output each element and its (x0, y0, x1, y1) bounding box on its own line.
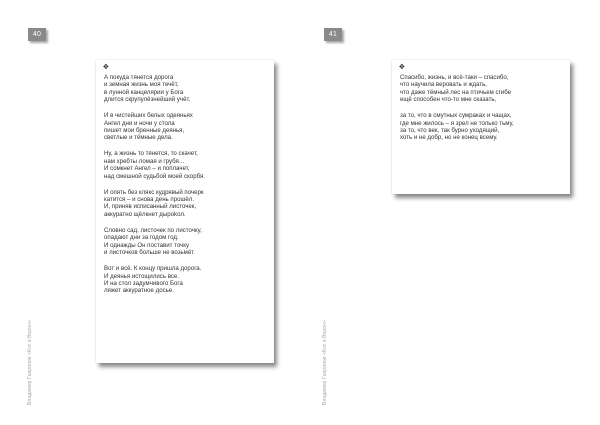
poem-line: опадают дни за годом год. (104, 234, 179, 242)
poem-line: И сомкнет Ангел – и поплачет, (104, 165, 190, 173)
poem-text-left (104, 74, 270, 303)
poem-line: И, приняв исписанный листочек, (104, 203, 197, 211)
poem-line: И в чистейших белых одеяньях (104, 112, 193, 120)
stanza (104, 112, 270, 142)
poem-line: И опять без клякс кудрявый почерк (104, 188, 204, 196)
poem-text-right (400, 74, 566, 150)
poem-line: аккуратно щёлкнет дыроkол. (104, 210, 186, 218)
side-caption-left: Владимир Гаврилов «Кот и Ворон» (27, 320, 33, 405)
stanza (104, 265, 270, 295)
poem-line: за то, что в смутных сумраках и чащах, (400, 112, 512, 120)
poem-line: хоть и не добр, но не конец всему. (400, 134, 498, 142)
poem-line: что даже тёмный лес на птичьем сгибе (400, 88, 512, 96)
poem-line: над смешной судьбой моей скорбя. (104, 172, 205, 180)
poem-card-left (96, 60, 274, 363)
poem-line: Словно сад, листочек по листочку, (104, 226, 202, 234)
poem-line: Ну, а жизнь то тянется, то скачет, (104, 150, 198, 158)
poem-line: И однажды Он поставит точку (104, 241, 190, 249)
poem-line: за то, что век, так бурно уходящий, (400, 127, 500, 135)
poem-line: где мне жилось – я зрел не только тьму, (400, 119, 514, 127)
poem-line: пишет мои бренные деянья, (104, 127, 185, 135)
poem-line: И на стол задумчивого Бога (104, 279, 183, 287)
stanza (400, 112, 566, 142)
poem-line: А покуда тянется дорога (104, 74, 174, 81)
page-number-left: 40 (28, 28, 46, 41)
stanza (104, 227, 270, 257)
stanza (104, 189, 270, 219)
stanza (104, 74, 270, 104)
ornament-icon: ✥ (399, 64, 405, 71)
poem-line: Спасибо, жизнь, и всё-таки – спасибо, (400, 74, 509, 81)
poem-line: и листочков больше не возьмёт. (104, 249, 196, 257)
poem-line: ещё способен что-то мне сказать, (400, 96, 497, 104)
poem-line: ляжет аккуратное досье. (104, 287, 174, 295)
poem-line: И деянья истощились все. (104, 272, 180, 280)
side-caption-right: Владимир Гаврилов «Кот и Ворон» (322, 320, 328, 405)
poem-line: Ангел дни и ночи у стола (104, 119, 175, 127)
ornament-icon: ✥ (103, 64, 109, 71)
poem-line: светлые и тёмные дела. (104, 134, 173, 142)
page-number-right: 41 (324, 28, 342, 41)
poem-line: Вот и всё. К концу пришла дорога. (104, 265, 202, 273)
poem-line: в лунной канцелярии у Бога (104, 88, 184, 96)
poem-card-right (392, 60, 570, 194)
poem-line: длится скрупулёзнейший учёт. (104, 96, 191, 104)
stanza (104, 150, 270, 180)
poem-line: и земная жизнь моя течёт, (104, 81, 179, 89)
poem-line: что научила веровать и ждать, (400, 81, 487, 89)
poem-line: нам хребты ломая и грубя… (104, 157, 185, 165)
poem-line: катится – и снова день прошёл. (104, 196, 195, 204)
stanza (400, 74, 566, 104)
